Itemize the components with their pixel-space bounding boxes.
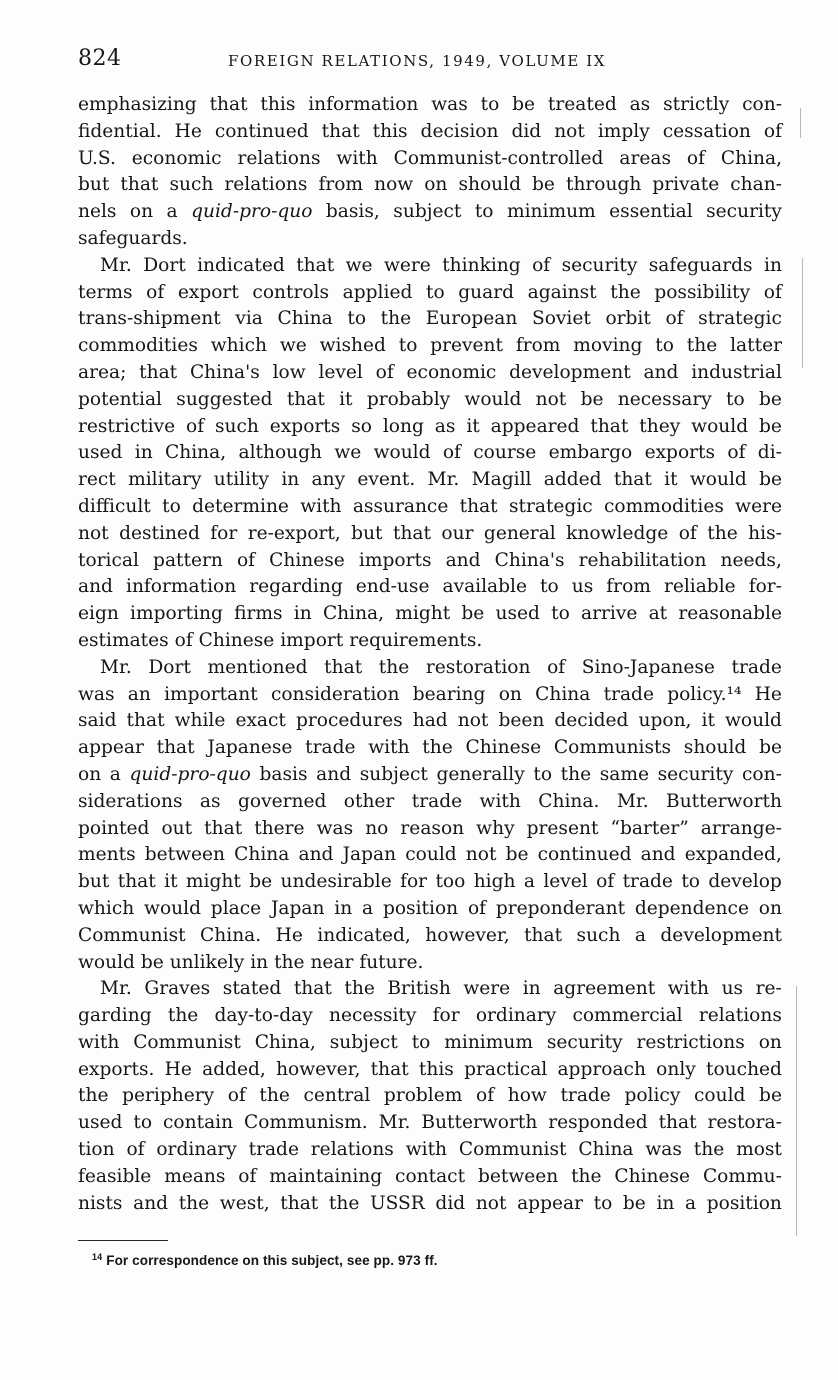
text-line: torical pattern of Chinese imports and China's rehabilitation needs,: [78, 549, 782, 571]
footnote-marker: 14: [92, 1252, 103, 1262]
text-line: trans-shipment via China to the European Soviet orbit of strategic: [78, 308, 782, 330]
paragraph: [78, 976, 782, 1217]
paragraph: [78, 655, 782, 977]
text-line: safeguards.: [78, 227, 188, 249]
text-line: but that such relations from now on should be through private chan-: [78, 174, 782, 196]
text-line: emphasizing that this information was to be treated as strictly con-: [78, 94, 782, 115]
text-line: difficult to determine with assurance that strategic commodities were: [78, 495, 782, 517]
text-line: Mr. Dort mentioned that the restoration of Sino-Japanese trade: [100, 656, 782, 678]
margin-mark: [802, 258, 803, 368]
text-line: which would place Japan in a position of preponderant dependence on: [78, 897, 782, 919]
text-line: the periphery of the central problem of how trade policy could be: [78, 1085, 782, 1107]
text-line: was an important consideration bearing on China trade policy.¹⁴ He: [78, 683, 782, 705]
page-number: 824: [78, 46, 122, 71]
text-line: but that it might be undesirable for too high a level of trade to develop: [78, 871, 782, 893]
text-line: terms of export controls applied to guard against the possibility of: [78, 281, 782, 303]
paragraph: [78, 253, 782, 655]
text-line: exports. He added, however, that this practical approach only touched: [78, 1058, 782, 1080]
text-line: eign importing firms in China, might be used to arrive at reasonable: [78, 603, 782, 625]
margin-mark: [796, 986, 797, 1236]
footnote-text: For correspondence on this subject, see pp. 973 ff.: [106, 1253, 438, 1268]
text-line: siderations as governed other trade with China. Mr. Butterworth: [78, 790, 782, 812]
text-line: feasible means of maintaining contact between the Chinese Commu-: [78, 1165, 782, 1187]
text-line: area; that China's low level of economic development and industrial: [78, 361, 782, 383]
text-line: said that while exact procedures had not been decided upon, it would: [78, 710, 782, 732]
text-line: appear that Japanese trade with the Chinese Communists should be: [78, 737, 782, 759]
text-line: U.S. economic relations with Communist-controlled areas of China,: [78, 147, 782, 169]
text-line: nists and the west, that the USSR did not appear to be in a position: [78, 1192, 782, 1214]
text-line: Communist China. He indicated, however, that such a development: [78, 924, 782, 946]
text-line: and information regarding end-use available to us from reliable for-: [78, 576, 782, 598]
footnote: [92, 1252, 438, 1268]
footnote-rule: [78, 1240, 168, 1241]
text-line: would be unlikely in the near future.: [78, 951, 424, 973]
text-line: with Communist China, subject to minimum security restrictions on: [78, 1031, 782, 1053]
text-line: used to contain Communism. Mr. Butterworth responded that restora-: [78, 1112, 782, 1134]
text-line: ments between China and Japan could not be continued and expanded,: [78, 844, 782, 866]
text-line: estimates of Chinese import requirements.: [78, 629, 483, 651]
text-line: potential suggested that it probably would not be necessary to be: [78, 388, 782, 410]
text-line: fidential. He continued that this decision did not imply cessation of: [78, 120, 782, 142]
text-line: used in China, although we would of course embargo exports of di-: [78, 442, 782, 464]
text-line: Mr. Dort indicated that we were thinking of security safeguards in: [100, 254, 782, 276]
text-line: garding the day-to-day necessity for ordinary commercial relations: [78, 1005, 782, 1027]
page-header: [78, 46, 782, 76]
margin-mark: [800, 108, 801, 138]
text-line: restrictive of such exports so long as it appeared that they would be: [78, 415, 782, 437]
paragraph: [78, 92, 782, 253]
text-line: nels on a quid-pro-quo basis, subject to minimum essential security: [78, 201, 782, 223]
text-line: pointed out that there was no reason why present “barter” arrange-: [78, 817, 782, 839]
body-text: [78, 92, 782, 1217]
text-line: rect military utility in any event. Mr. Magill added that it would be: [78, 469, 782, 491]
text-line: commodities which we wished to prevent from moving to the latter: [78, 335, 782, 357]
text-line: tion of ordinary trade relations with Communist China was the most: [78, 1139, 782, 1161]
text-line: not destined for re-export, but that our general knowledge of the his-: [78, 522, 782, 544]
running-head: FOREIGN RELATIONS, 1949, VOLUME IX: [228, 52, 607, 70]
text-line: on a quid-pro-quo basis and subject generally to the same security con-: [78, 763, 782, 785]
text-line: Mr. Graves stated that the British were in agreement with us re-: [100, 978, 782, 1000]
